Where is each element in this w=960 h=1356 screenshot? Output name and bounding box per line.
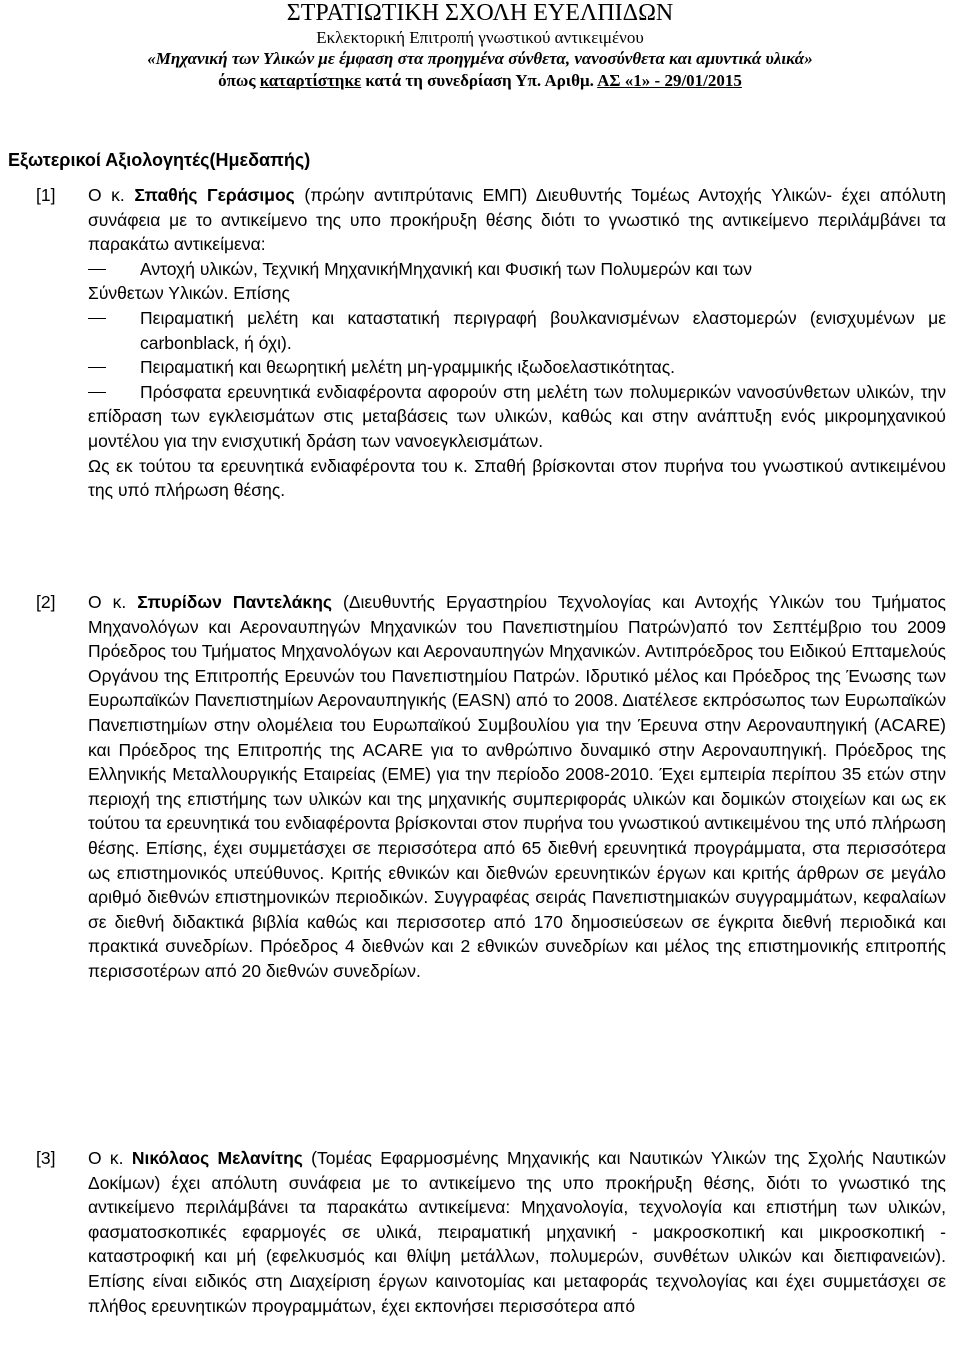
entry-number: [2] [36,592,56,612]
evaluator-entry-1 [8,183,946,503]
entry-closing: Ως εκ τούτου τα ερευνητικά ενδιαφέροντα του κ. Σπαθή βρίσκονται στον πυρήνα του γνωστικού αντικειμένου της υπό πλήρωση θέσης. [88,455,946,501]
list-item-text: Πρόσφατα ερευνητικά ενδιαφέροντα αφορούν στη μελέτη των πολυμερικών νανοσύνθετων υλικών, την επίδραση των εγκλεισμάτων στις μεταβάσεις των υλικών, καθώς και στην ανάπτυξη ενός μικρομηχανικού μοντέλου για την ενισχυτική δράση των νανοεγκλεισμάτων. [88,381,946,451]
evaluator-name: Νικόλαος Μελανίτης [131,1148,303,1168]
bullet-list [88,257,946,503]
evaluator-entry-2 [8,590,946,984]
subject-title: «Μηχανική των Υλικών με έμφαση στα προηγμένα σύνθετα, νανοσύνθετα και αμυντικά υλικά» [147,49,813,69]
list-item-text: Πειραματική και θεωρητική μελέτη μη-γραμμικής ιξωδοελαστικότητας. [140,357,676,378]
evaluator-name: Σπυρίδων Παντελάκης [137,592,332,612]
session-note-mid: κατά τη συνεδρίαση Υπ. Αριθμ. [361,70,598,90]
list-item-text: Αντοχή υλικών, Τεχνική ΜηχανικήΜηχανική και Φυσική των Πολυμερών και των [140,258,752,279]
entry-number: [3] [36,1148,56,1168]
entry-intro: Ο κ. [88,1148,132,1168]
session-note-underlined: καταρτίστηκε [259,70,362,90]
entry-description: (Τομέας Εφαρμοσμένης Μηχανικής και Ναυτικών Υλικών της Σχολής Ναυτικών Δοκίμων) έχει απόλυτη συνάφεια με το αντικείμενο της υπο προκήρυξη θέσης, διότι το γνωστικό της αντικείμενο περιλάμβάνει τα παρακάτω αντικείμενα: Μηχανολογία, τεχνολογία και επιστήμη των υλικών, φασματοσκοπικές εφαρμογές σε υλικά, πειραματική μηχανική - μακροσκοπική και μικροσκοπική - καταστροφική και μή (εφελκυσμός και θλίψη μετάλλων, πολυμερών, συνθέτων υλικών και διεπιφανειών). Επίσης είναι ειδικός στη Διαχείριση έργων καινοτομίας και μεταφοράς τεχνολογίας και έχει συμμετάσχει σε πλήθος ερευνητικών προγραμμάτων, έχει εκπονήσει περισσότερα από [88,1148,947,1316]
list-item [88,380,946,454]
entry-text [88,1146,946,1318]
section-title: Εξωτερικοί Αξιολογητές(Ημεδαπής) [8,150,311,170]
list-item [88,306,946,355]
committee-title: Εκλεκτορική Επιτροπή γνωστικού αντικειμένου [316,27,644,47]
entry-description: (πρώην αντιπρύτανις ΕΜΠ) Διευθυντής Τομέως Αντοχής Υλικών- έχει απόλυτη συνάφεια με το αντικείμενο της υπο προκήρυξη θέσης διότι το γνωστικό της αντικείμενο περιλάμβάνει τα παρακάτω αντικείμενα: [88,185,946,255]
list-item [88,257,946,282]
document-header [0,0,960,90]
session-note-pre: όπως [218,70,260,90]
list-item-text: Πειραματική μελέτη και καταστατική περιγραφή βουλκανισμένων ελαστομερών (ενισχυμένων με carbonblack, ή όχι). [140,307,946,353]
entry-intro: Ο κ. [88,592,138,612]
entry-text [88,183,946,257]
evaluator-entry-3 [8,1146,946,1318]
list-item-continuation: Σύνθετων Υλικών. Επίσης [88,283,290,304]
entry-text [88,590,946,984]
entry-intro: Ο κ. [88,185,135,205]
session-note-reference: ΑΣ «1» - 29/01/2015 [597,70,742,90]
evaluator-name: Σπαθής Γεράσιμος [134,185,295,205]
session-note [0,71,960,91]
entry-description: (Διευθυντής Εργαστηρίου Τεχνολογίας και Αντοχής Υλικών του Τμήματος Μηχανολόγων και Αεροναυπηγών Μηχανικών του Πανεπιστημίου Πατρών)από τον Σεπτέμβριο του 2009 Πρόεδρος του Τμήματος Μηχανολόγων και Αεροναυπηγών Μηχανικών. Αντιπρόεδρος του Ειδικού Επταμελούς Οργάνου της Επιτροπής Ερευνών του Πανεπιστημίου Πατρών. Ιδρυτικό μέλος και Πρόεδρος της Ένωσης των Ευρωπαϊκών Πανεπιστημίων Αεροναυπηγικής (EASN) από το 2008. Διατέλεσε εκπρόσωπος των Ευρωπαϊκών Πανεπιστημίων στην ολομέλεια του Ευρωπαϊκού Συμβουλίου για την Έρευνα στην Αεροναυπηγική (ACARE) και Πρόεδρος της Επιτροπής της ACARE για το ανθρώπινο δυναμικό στην Αεροναυπηγική. Πρόεδρος της Ελληνικής Μεταλλουργικής Εταιρείας (ΕΜΕ) για την περίοδο 2008-2010. Έχει εμπειρία περίπου 35 ετών στην περιοχή της επιστήμης των υλικών και της μηχανικής συμπεριφοράς υλικών και δομικών στοιχείων και ως εκ τούτου τα ερευνητικά του ενδιαφέροντα βρίσκονται στον πυρήνα του γνωστικού αντικειμένου της υπό πλήρωση θέσης. Επίσης, έχει συμμετάσχει σε περισσότερα από 65 διεθνή ερευνητικά προγράμματα, στα περισσότερα ως επιστημονικός υπεύθυνος. Κριτής εθνικών και διεθνών ερευνητικών έργων και κριτής άρθρων σε μεγάλο αριθμό διεθνών επιστημονικών περιοδικών. Συγγραφέας σειράς Πανεπιστημιακών συγγραμμάτων, κεφαλαίων σε διεθνή διδακτικά βιβλία καθώς και περισσοτερ από 170 δημοσιεύσεων σε έγκριτα διεθνή περιοδικά και πρακτικά συνεδρίων. Πρόεδρος 4 διεθνών και 2 εθνικών συνεδρίων και μέλος της επιστημονικής επιτροπής περισσοτέρων από 20 διεθνών συνεδρίων. [88,592,946,981]
list-item [88,355,946,380]
entry-number: [1] [36,185,56,205]
school-title: ΣΤΡΑΤΙΩΤΙΚΗ ΣΧΟΛΗ ΕΥΕΛΠΙΔΩΝ [286,0,674,26]
